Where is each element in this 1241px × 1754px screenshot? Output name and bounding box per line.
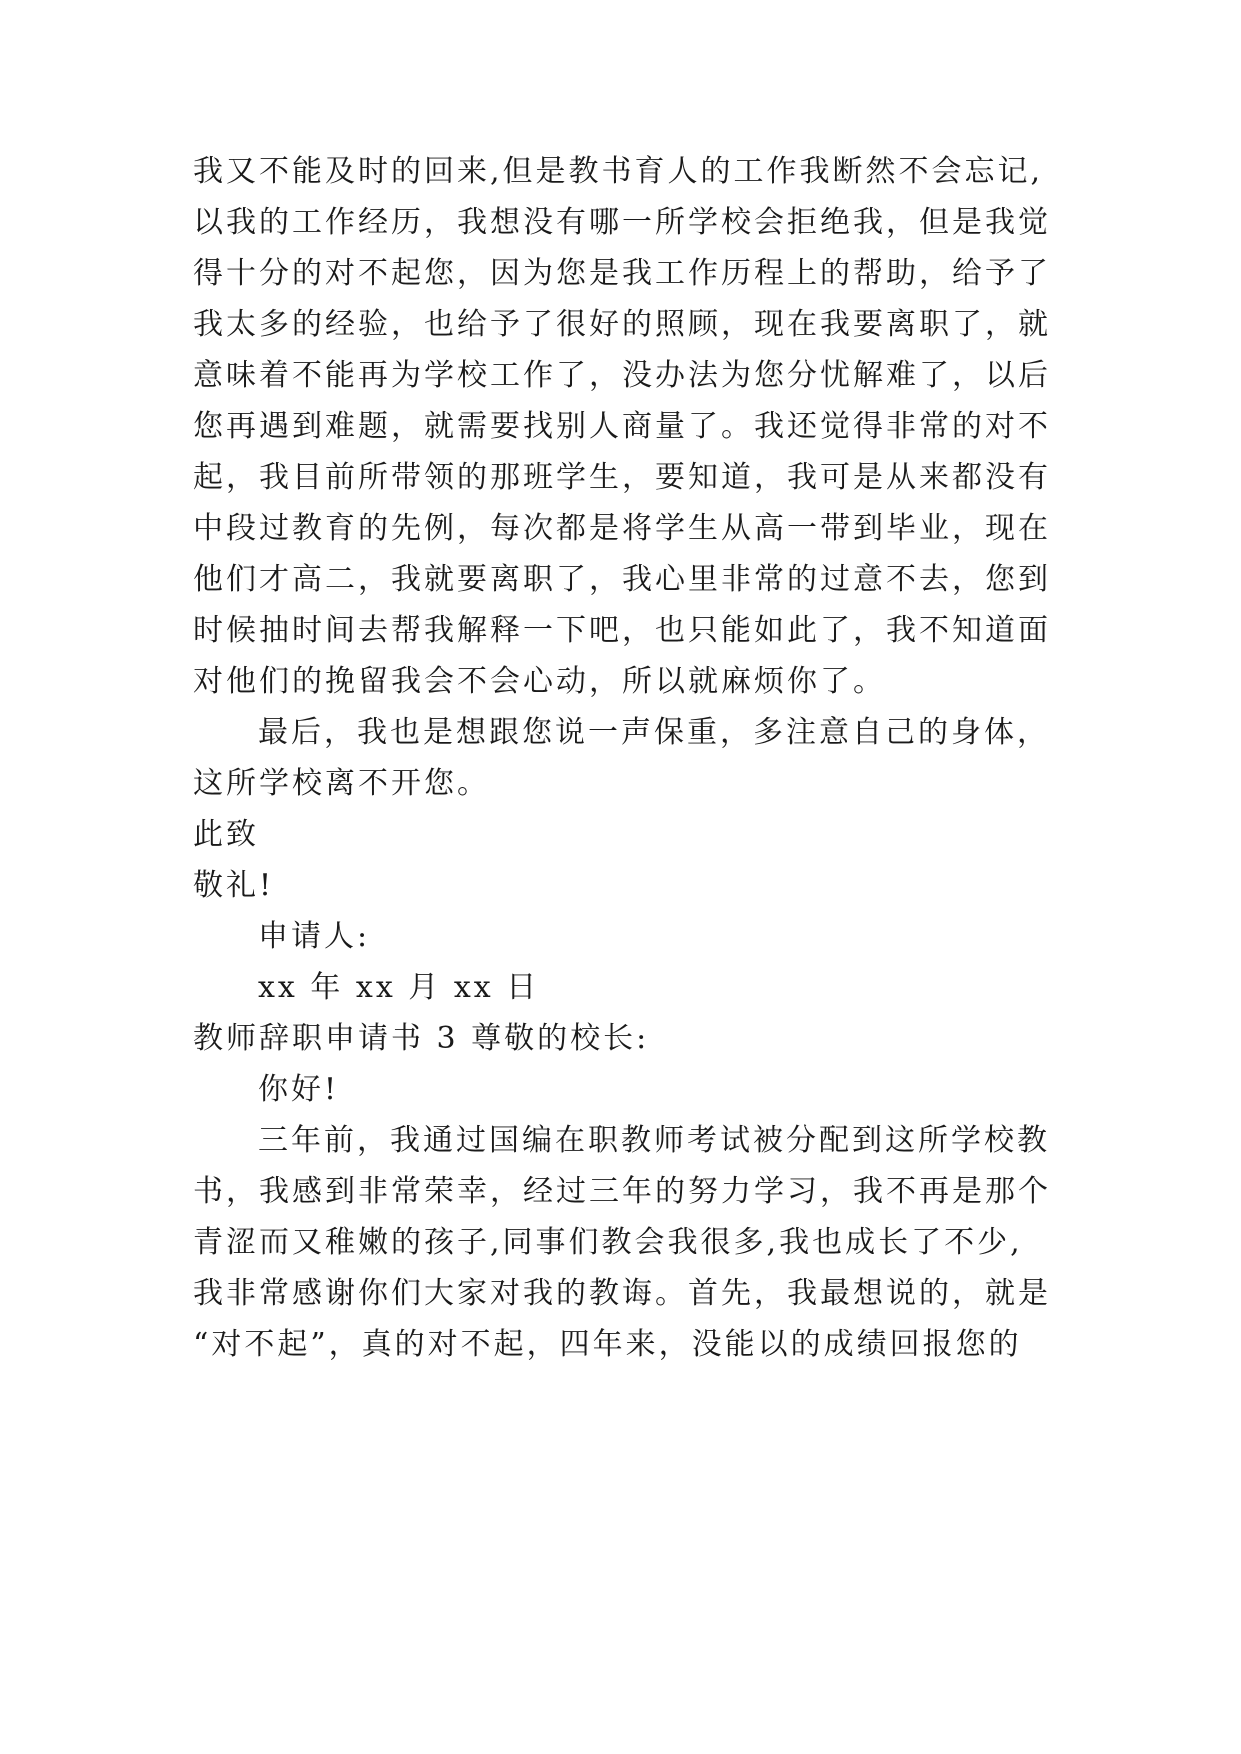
- date-line: xx 年 xx 月 xx 日: [258, 970, 540, 1005]
- salutation-line: 此致: [193, 817, 259, 852]
- text-line: 我太多的经验，也给予了很好的照顾，现在我要离职了，就: [193, 307, 1051, 342]
- section-title: 教师辞职申请书 3 尊敬的校长:: [193, 1021, 650, 1056]
- text-line: 起，我目前所带领的那班学生，要知道，我可是从来都没有: [193, 460, 1051, 495]
- text-line: 这所学校离不开您。: [193, 766, 490, 801]
- text-line: 以我的工作经历，我想没有哪一所学校会拒绝我，但是我觉: [193, 205, 1051, 240]
- applicant-label: 申请人:: [258, 919, 371, 954]
- text-line: 中段过教育的先例，每次都是将学生从高一带到毕业，现在: [193, 511, 1051, 546]
- text-line: 您再遇到难题，就需要找别人商量了。我还觉得非常的对不: [193, 409, 1051, 444]
- text-line: 得十分的对不起您，因为您是我工作历程上的帮助，给予了: [193, 256, 1051, 291]
- text-line: 青涩而又稚嫩的孩子,同事们教会我很多,我也成长了不少,: [193, 1225, 1023, 1260]
- text-line: 三年前，我通过国编在职教师考试被分配到这所学校教: [258, 1123, 1050, 1158]
- text-line: 时候抽时间去帮我解释一下吧，也只能如此了，我不知道面: [193, 613, 1051, 648]
- text-line: “对不起”，真的对不起，四年来，没能以的成绩回报您的: [193, 1327, 1022, 1362]
- text-line: 我非常感谢你们大家对我的教诲。首先，我最想说的，就是: [193, 1276, 1051, 1311]
- text-line: 最后，我也是想跟您说一声保重，多注意自己的身体，: [258, 715, 1050, 750]
- text-line: 书，我感到非常荣幸，经过三年的努力学习，我不再是那个: [193, 1174, 1051, 1209]
- text-line: 对他们的挽留我会不会心动，所以就麻烦你了。: [193, 664, 886, 699]
- text-line: 意味着不能再为学校工作了，没办法为您分忧解难了，以后: [193, 358, 1051, 393]
- text-line: 他们才高二，我就要离职了，我心里非常的过意不去，您到: [193, 562, 1051, 597]
- greeting-line: 你好!: [258, 1072, 340, 1107]
- salutation-line: 敬礼!: [193, 868, 275, 903]
- text-line: 我又不能及时的回来,但是教书育人的工作我断然不会忘记,: [193, 154, 1044, 189]
